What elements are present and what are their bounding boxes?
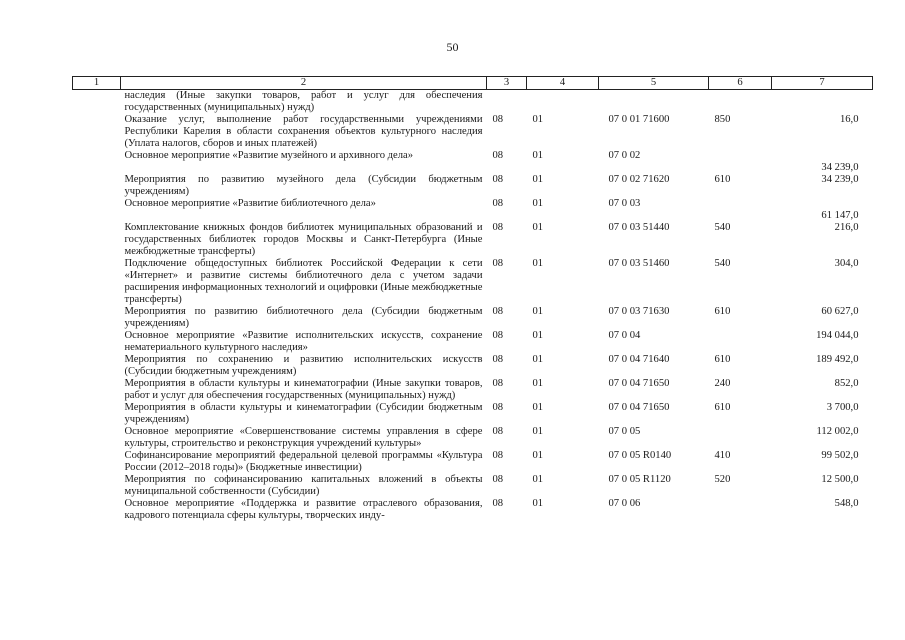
section-code: 08: [492, 174, 504, 185]
table-row: [73, 222, 873, 258]
expense-type-code: 540: [714, 258, 731, 269]
amount: 304,0: [834, 258, 859, 269]
row-name: Основное мероприятие «Развитие исполнительских искусств, сохранение нематериального культурного наследия»: [124, 330, 483, 353]
section-code: 08: [492, 450, 504, 461]
subsection-code: 01: [532, 474, 544, 485]
amount: 189 492,0: [816, 354, 859, 365]
column-header-2: 2: [121, 77, 487, 90]
amount: 61 147,0: [821, 210, 859, 221]
subsection-code: 01: [532, 378, 544, 389]
target-article-code: 07 0 03 71630: [608, 306, 670, 317]
expense-type-code: 850: [714, 114, 731, 125]
amount: 194 044,0: [816, 330, 859, 341]
expense-type-code: 610: [714, 354, 731, 365]
expense-type-code: [709, 426, 772, 450]
amount: 112 002,0: [816, 426, 859, 437]
section-code: 08: [492, 354, 504, 365]
section-code: 08: [492, 402, 504, 413]
table-row: [73, 450, 873, 474]
target-article-code: 07 0 03 51460: [608, 258, 670, 269]
subsection-code: 01: [532, 222, 544, 233]
row-name: Мероприятия по сохранению и развитию исполнительских искусств (Субсидии бюджетным учреждениям): [124, 354, 483, 377]
target-article-code: 07 0 03: [608, 198, 641, 209]
subsection-code: 01: [532, 426, 544, 437]
row-name: Мероприятия по развитию музейного дела (Субсидии бюджетным учреждениям): [124, 174, 483, 197]
target-article-code: 07 0 01 71600: [608, 114, 670, 125]
section-code: 08: [492, 498, 504, 509]
target-article-code: 07 0 05: [608, 426, 641, 437]
amount: 548,0: [834, 498, 859, 509]
row-name: Софинансирование мероприятий федеральной целевой программы «Культура России (2012–2018 годы)» (Бюджетные инвестиции): [124, 450, 483, 473]
section-code: 08: [492, 474, 504, 485]
table-row: [73, 306, 873, 330]
table-row: [73, 198, 873, 222]
table-row: [73, 474, 873, 498]
budget-table: [72, 76, 873, 522]
subsection-code: 01: [532, 354, 544, 365]
target-article-code: [599, 90, 709, 115]
table-row: [73, 330, 873, 354]
expense-type-code: [709, 498, 772, 522]
subsection-code: 01: [532, 114, 544, 125]
amount: 34 239,0: [821, 162, 859, 173]
subsection-code: 01: [532, 174, 544, 185]
amount: 34 239,0: [821, 174, 859, 185]
target-article-code: 07 0 04 71640: [608, 354, 670, 365]
row-name: Комплектование книжных фондов библиотек муниципальных образований и государственных библиотек городов Москвы и Санкт-Петербурга (Иные межбюджетные трансферты): [124, 222, 483, 257]
section-code: 08: [492, 258, 504, 269]
section-code: 08: [492, 306, 504, 317]
section-code: [487, 90, 527, 115]
section-code: 08: [492, 330, 504, 341]
expense-type-code: 610: [714, 174, 731, 185]
amount: 216,0: [834, 222, 859, 233]
budget-table-container: [72, 76, 872, 522]
target-article-code: 07 0 05 R0140: [608, 450, 672, 461]
amount: 16,0: [839, 114, 859, 125]
row-name: наследия (Иные закупки товаров, работ и услуг для обеспечения государственных (муниципальных) нужд): [124, 90, 483, 113]
table-row: [73, 354, 873, 378]
target-article-code: 07 0 03 51440: [608, 222, 670, 233]
table-row: [73, 174, 873, 198]
subsection-code: 01: [532, 330, 544, 341]
expense-type-code: [709, 90, 772, 115]
subsection-code: 01: [532, 306, 544, 317]
row-name: Основное мероприятие «Развитие библиотечного дела»: [124, 198, 376, 209]
table-row: [73, 90, 873, 115]
row-name: Подключение общедоступных библиотек Российской Федерации к сети «Интернет» и развитие системы библиотечного дела с учетом задачи расширения информационных технологий и оцифровки (Иные межбюджетные трансферты): [124, 258, 483, 305]
row-name: Мероприятия в области культуры и кинематографии (Субсидии бюджетным учреждениям): [124, 402, 483, 425]
expense-type-code: 240: [714, 378, 731, 389]
row-name: Основное мероприятие «Поддержка и развитие отраслевого образования, кадрового потенциала сферы культуры, творческих инду-: [124, 498, 483, 521]
target-article-code: 07 0 02 71620: [608, 174, 670, 185]
section-code: 08: [492, 426, 504, 437]
row-name: Оказание услуг, выполнение работ государственными учреждениями Республики Карелия в области сохранения объектов культурного наследия (Уплата налогов, сборов и иных платежей): [124, 114, 483, 149]
expense-type-code: 520: [714, 474, 731, 485]
amount: 60 627,0: [821, 306, 859, 317]
page-number: 50: [446, 40, 459, 54]
row-name: Основное мероприятие «Совершенствование системы управления в сфере культуры, строительство и реконструкция учреждений культуры»: [124, 426, 483, 449]
expense-type-code: 610: [714, 402, 731, 413]
target-article-code: 07 0 04 71650: [608, 402, 670, 413]
target-article-code: 07 0 05 R1120: [608, 474, 671, 485]
target-article-code: 07 0 02: [608, 150, 641, 161]
expense-type-code: 540: [714, 222, 731, 233]
row-name: Мероприятия в области культуры и кинематографии (Иные закупки товаров, работ и услуг для обеспечения государственных (муниципальных) нужд): [124, 378, 483, 401]
subsection-code: 01: [532, 402, 544, 413]
section-code: 08: [492, 222, 504, 233]
amount: 12 500,0: [821, 474, 859, 485]
table-row: [73, 114, 873, 150]
expense-type-code: [709, 330, 772, 354]
table-header: [73, 77, 873, 90]
table-body: [73, 90, 873, 523]
expense-type-code: [709, 198, 772, 222]
table-row: [73, 378, 873, 402]
table-row: [73, 426, 873, 450]
target-article-code: 07 0 06: [608, 498, 641, 509]
section-code: 08: [492, 378, 504, 389]
row-name: Основное мероприятие «Развитие музейного и архивного дела»: [124, 150, 414, 161]
expense-type-code: 610: [714, 306, 731, 317]
row-name: Мероприятия по развитию библиотечного дела (Субсидии бюджетным учреждениям): [124, 306, 483, 329]
subsection-code: [527, 90, 599, 115]
row-name: Мероприятия по софинансированию капитальных вложений в объекты муниципальной собственности (Субсидии): [124, 474, 483, 497]
column-header-7: 7: [772, 77, 873, 90]
amount: 3 700,0: [826, 402, 859, 413]
amount: 852,0: [834, 378, 859, 389]
column-header-6: 6: [709, 77, 772, 90]
subsection-code: 01: [532, 258, 544, 269]
expense-type-code: 410: [714, 450, 731, 461]
subsection-code: 01: [532, 498, 544, 509]
table-row: [73, 150, 873, 174]
amount: [772, 90, 873, 115]
table-row: [73, 258, 873, 306]
table-row: [73, 498, 873, 522]
section-code: 08: [492, 198, 504, 209]
column-header-3: 3: [487, 77, 527, 90]
column-header-5: 5: [599, 77, 709, 90]
section-code: 08: [492, 150, 504, 161]
target-article-code: 07 0 04: [608, 330, 641, 341]
subsection-code: 01: [532, 150, 544, 161]
table-row: [73, 402, 873, 426]
section-code: 08: [492, 114, 504, 125]
subsection-code: 01: [532, 450, 544, 461]
column-header-1: 1: [73, 77, 121, 90]
amount: 99 502,0: [821, 450, 859, 461]
column-header-4: 4: [527, 77, 599, 90]
subsection-code: 01: [532, 198, 544, 209]
target-article-code: 07 0 04 71650: [608, 378, 670, 389]
expense-type-code: [709, 150, 772, 174]
